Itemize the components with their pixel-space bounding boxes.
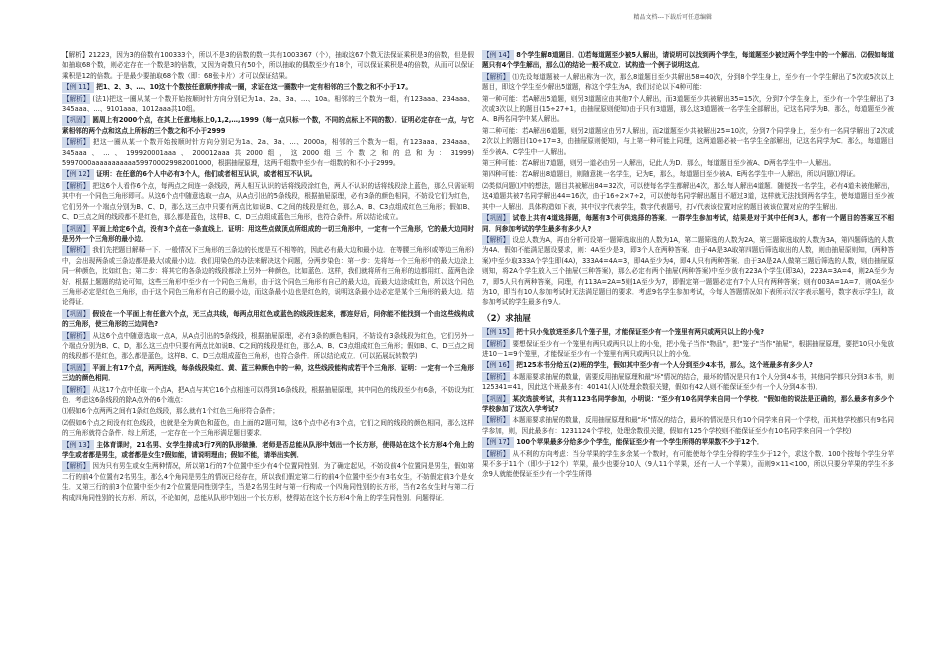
paragraph-tag: 【例 12】 xyxy=(63,170,94,179)
paragraph xyxy=(62,94,474,115)
body-text: 第一种可能：若A解出5道题，则另3道题应由其他7个人解出，而3道题至少共被解出35=15次，分到7个学生身上，至少有一个学生解出了3次或3次以上的题目(15÷27+1，由抽屉原则便知)由于只有3道题，那么这3道题被一名学生全部解出，记这名同学为B．那么，每道题至少被A、B两名同学中某人解出。 xyxy=(482,94,894,124)
paragraph-tag: 【解析】 xyxy=(483,235,510,244)
paragraph xyxy=(482,235,894,308)
paragraph-tag: 【解析】 xyxy=(63,181,90,190)
paragraph xyxy=(62,461,474,503)
paragraph xyxy=(482,169,894,179)
body-text: 因为只有男生或女生两种情况，所以第1行的7个位置中至少有4个位置同性别．为了确定起见，不妨设前4个位置同是男生，假如第二行的前4个位置有2名男生，那么4个角同是男生的情况已经存在，所以我们假定第二行的前4个位置中至少有3名女生，不妨假定前3个是女生．又第三行的前3个位置中至少有2个位置是同性别学生，当是2名男生时与第一行构成一个四角同性别的长方形，当有2名女生时与第二行构成四角同性别的长方形．所以，不论如何，总能从队形中划出一个长方形，使得站在这个长方形4个角上的学生同性别．问题得证． xyxy=(62,462,474,502)
question-text: 主体育课时，21名男、女学生排成3行7列的队形做操．老师是否总能从队形中划出一个长方形，使得站在这个长方形4个角上的学生或者都是男生，或者都是女生?假如能，请说明理由；假如不能，请举出实例． xyxy=(62,440,474,460)
paragraph xyxy=(482,72,894,93)
question-text: 圆周上有2000个点，在其上任意地标上0,1,2,…,1999（每一点只标一个数，不同的点标上不同的数）．证明必定存在一点，与它紧相邻的两个点和这点上所标的三个数之和不小于2999 xyxy=(62,116,474,135)
paragraph-tag: 【巩固】 xyxy=(63,309,90,318)
body-text: 我们先把题目解释一下．一般情况下三角形的三条边的长度是互不相等的，因此必有最大边和最小边．在等腰三角形(或等边三角形)中，会出现两条或三条边都是最大(或最小)边．我们用染色的办法来解决这个问题，分两步染色：第一步：先将每一个三角形中的最大边涂上同一种颜色，比如红色；第二步：将其它的各条边的线段都涂上另外一种颜色，比如蓝色．这样，我们就将所有三角形的边都用红、蓝两色涂好．根据上题题的结论可知，这些三角形中至少有一个同色三角形，由于这个同色三角形有自己的最大边，而最大边涂成红色，所以这个同色三角形必定是红色三角形，由于这个同色三角形有自己的最小边，而这条最小边也是红色的，说明这条最小边必定是某个三角形的最大边．结论得证． xyxy=(62,246,474,307)
question-text: 100个苹果最多分给多少个学生，能保证至少有一个学生所得的苹果数不少于12个． xyxy=(516,438,764,447)
left-column xyxy=(62,50,474,504)
question-text: 平面上有17个点，两两连线，每条线段染红、黄、蓝三种颜色中的一种，这些线段能构成若干个三角形．证明：一定有一个三角形三边的颜色相同． xyxy=(62,363,474,383)
paragraph xyxy=(482,449,894,480)
paragraph xyxy=(482,158,894,168)
section-heading: （2）求抽屉 xyxy=(482,313,531,324)
body-text: 第三种可能：若A解出7道题，则另一道必由另一人解出，记此人为D．那么，每道题目至少被A、D两名学生中一人解出。 xyxy=(482,159,836,168)
paragraph-tag: 【例 14】 xyxy=(483,51,514,59)
right-column xyxy=(482,50,894,481)
paragraph xyxy=(482,213,894,234)
paragraph-tag: 【例 16】 xyxy=(483,361,514,370)
paragraph xyxy=(62,169,474,179)
body-text: ⑴假如6个点两两之间有1条红色线段，那么就有1个红色三角形符合条件； xyxy=(62,407,279,416)
body-text: 把这6个人看作6个点，每两点之间连一条线段，两人相互认识的话将线段涂红色，两人不认识的话将线段涂上蓝色，那么只需证明其中有一个同色三角形即可。从这6个点中随意选取一点A，从A点引出的5条线段，根据抽屉原理，必有3条的颜色相同，不妨设它们为红色，它们另外一个端点分别为B、C、D，那么这三点中只要有两点比如说B、C之间的线段是红色，那么A、B、C3点组成红色三角形；假如B、C、D三点之间的线段都不是红色，那么都是蓝色，这样B、C、D三点组成蓝色三角形，也符合条件。所以结论成立。 xyxy=(62,181,474,222)
question-text: 平面上给定6个点，没有3个点在一条直线上．证明：用这些点做顶点所组成的一切三角形中，一定有一个三角形，它的最大边同时是另外一个三角形的最小边． xyxy=(62,224,474,243)
body-text: (法1)把这一圈从某一个数开始按顺时针方向分别记为1a、2a、3a、…、10a。相邻的三个数为一组，有123aaa、234aaa、345aaa、…、9101aaa、1012aaa共10组。 xyxy=(62,94,474,114)
paragraph-tag: 【例 17】 xyxy=(483,438,514,447)
paragraph-tag: 【解析】 xyxy=(483,339,510,348)
paragraph-tag: 【解析】 xyxy=(63,462,90,471)
body-text: 把这一圈从某一个数开始按顺时针方向分别记为1a、2a、3a、…、2000a，相邻的三个数为一组，有123aaa、234aaa、345aaa、…、199920001aaa、200012aaa共2000组，这2000组三个数之和的总和为：31999) 5997000aaaaaaaaaaa599700029982001000，根据抽屉原理，这两千组数中至少有一组数的和不小于2999。 xyxy=(62,138,474,168)
paragraph xyxy=(482,126,894,157)
paragraph-tag: 【解析】 xyxy=(63,331,90,340)
paragraph xyxy=(482,181,894,212)
paragraph xyxy=(62,245,474,307)
paragraph xyxy=(482,372,894,393)
paragraph xyxy=(62,309,474,330)
body-text: 设总人数为A，再由分析可设第一题筛选取出的人数为1A，第二题筛选的人数为2A，第三题筛选取的人数为3A，第四题筛选的人数为4A．假如不能满足题设要求，则：4A至少是3，即3个人在两种答案．由于4A是3A取第四题后筛选取出的人数，则由抽屉原则知，(两种答案)中至少取333A个学生即(4A)，333A4=4A=3，即4A至少为4，即4人只有两种答案．由于3A是2A人做第三题后筛选的人数，则由抽屉原则知，将2A个学生放入三个抽屉(三种答案)，那么必定有两个抽屉(两种答案)中至少放有223A个学生(即3A)，223A=3A=4，则2A至少为7，即5人只有两种答案，同理，有113A=2A=5则1A至少为7，即假定第一题题必定有7个人只有两种答案；则有003A=1A=7．则0A至少为10，即当有10人参加考试时无法满足题目的要求．考虑9名学生参加考试，今每人答题情况如下表所示(汉字表示题号，数字表示学生)，故参加考试的学生最多有9人． xyxy=(482,235,894,307)
paragraph-tag: 【巩固】 xyxy=(63,363,90,372)
paragraph xyxy=(62,331,474,362)
paragraph xyxy=(62,82,474,92)
paragraph-tag: 【解析】 xyxy=(483,449,510,458)
paragraph xyxy=(482,394,894,415)
paragraph xyxy=(482,50,894,71)
body-text: ⑴先设每道题被一人解出称为一次，那么8道题目至少共解出58=40次，分到8个学生身上，至少有一个学生解出了5次或5次以上题目，即这个学生至少解出5道题，称这个学生为A，我们讨论以下4种可能： xyxy=(482,72,894,92)
paragraph xyxy=(62,115,474,136)
paragraph-tag: 【巩固】 xyxy=(63,116,90,125)
body-text: 【解析】21223，因为3的倍数有100333个，所以不是3的倍数的数一共有1003367（个），抽取这67个数无法保证乘积是3的倍数，但是假如抽取68个数，则必定存在一个数是3的倍数，又因为奇数只有50个，所以抽取的偶数至少有18个，可以保证乘积是4的倍数，从而可以保证乘积是12的倍数。于是最少要抽取68个数（即：68张卡片）才可以保证结果。 xyxy=(62,51,474,80)
question-text: 把125本书分给五(2)班的学生，假如其中至少有一个人分到至少4本书，那么，这个班最多有多少人? xyxy=(516,361,813,370)
paragraph xyxy=(62,440,474,461)
body-text: 从这17个点中任取一个点A，把A点与其它16个点相连可以得到16条线段，根据抽屉原理，其中同色的线段至少有6条，不妨设为红色．考虑这6条线段的除A点外的6个端点： xyxy=(62,385,474,404)
paragraph xyxy=(62,50,474,81)
paragraph xyxy=(482,360,894,370)
body-text: 从不利的方向考虑：当分苹果的学生多余某一个数时，有可能使每个学生分得的学生少于12个，求这个数．100个按每个学生分苹果不多于11个（即少于12个）苹果，最少也要分10人（9人11个苹果，还有一人一个苹果），而则9×11<100，所以只要分苹果的学生不多余9人就能使保证至少有一个学生所得 xyxy=(482,449,894,479)
body-text: 从这6个点中随意选取一点A，从A点引出的5条线段，根据抽屉原理，必有3条的颜色相同，不妨设有3条线段为红色，它们另外一个端点分别为B、C、D，那么这三点中只要有两点比如说B、C之间的线段是红色，那么A、B、C3点组成红色三角形；假如B、C、D三点之间的线段都不是红色，那么都是蓝色，这样B、C、D三点组成蓝色三角形，也符合条件．所以结论成立．(可以拓展玩转数学) xyxy=(62,331,474,361)
body-text: 第四种可能：若A解出8道题目，则随意挑一名学生，记为E，那么，每道题目至少被A、E两名学生中一人解出，所以问题⑴得证。 xyxy=(482,170,860,179)
paragraph xyxy=(482,94,894,125)
paragraph xyxy=(62,363,474,384)
paragraph-tag: 【解析】 xyxy=(63,385,90,394)
question-text: 把1、2、3、…、10这十个数按任意顺序排成一圈，求证在这一圈数中一定有相邻的三个数之和不小于17。 xyxy=(96,83,412,92)
question-text: 假设在一个平面上有任意六个点，无三点共线，每两点用红色或蓝色的线段连起来，都连好后，问你能不能找到一个由这些线构成的三角形，使三角形的三边同色? xyxy=(62,309,474,329)
paragraph-tag: 【解析】 xyxy=(63,138,90,147)
paragraph-tag: 【解析】 xyxy=(483,72,510,81)
paragraph-tag: 【例 15】 xyxy=(483,328,514,337)
paragraph-tag: 【巩固】 xyxy=(483,214,510,223)
question-text: 某次选拔考试，共有1123名同学参加，小明说："至少有10名同学来自同一个学校．"假如他的说法是正确的，那么最多有多少个学校参加了这次入学考试? xyxy=(482,394,894,413)
paragraph-tag: 【例 11】 xyxy=(63,83,94,92)
paragraph xyxy=(62,181,474,223)
paragraph xyxy=(62,385,474,406)
body-text: 本题需要求抽屉的数量，需要反用抽屉原理和最"坏"情况的结合，最坏的情况是只有1个人分到4本书，其他同学都只分到3本书，则125341=41，因此这个班最多有：40141(人)(处理余数很关键，假如有42人则不能保证至少有一个人分到4本书)． xyxy=(482,372,894,392)
paragraph-tag: 【巩固】 xyxy=(483,394,510,403)
question-text: 8个学生解8道题目．⑴若每道题至少被5人解出，请说明可以找到两个学生，每道题至少被过两个学生中的一个解出．⑵假如每道题只有4个学生解出，那么⑴的结论一般不成立．试构造一个例子说明这点． xyxy=(482,51,894,70)
paragraph xyxy=(62,224,474,245)
paragraph xyxy=(482,339,894,360)
body-text: ⑵类似问题⑴中的想法，题目共被解出84=32次，可以使每名学生都解出4次，那么每人解出4道题．随便找一名学生，必有4道未被他解出，这4道题共被7名同学解出44=16次，由于16÷2×7÷2，可以使每名同学解出题目不超过3道，这样就无法找到两名学生，使每道题目至少被其中一人解出．具体构造如下表，其中汉字代表学生，数字代表题号，打√代表该位置对应的题目被该位置对应的学生解出． xyxy=(482,181,894,211)
paragraph-tag: 【解析】 xyxy=(63,246,90,255)
paragraph xyxy=(482,437,894,447)
question-text: 试卷上共有4道选择题，每题有3个可供选择的答案．一群学生参加考试，结果是对于其中任何3人，都有一个题目的答案互不相同．问参加考试的学生最多有多少人? xyxy=(482,214,894,233)
paragraph xyxy=(62,137,474,168)
paragraph-tag: 【解析】 xyxy=(63,94,90,103)
body-text: 第二种可能：若A解出6道题，则另2道题应由另7人解出，而2道题至少共被解出25=10次，分到7个同学身上，至少有一名同学解出了2次或2次以上的题目(10÷17=3，由抽屉原则便知)，与上第一种可能上同理，这两道题必被一名学生全部解出，记这名同学为C．那么，每道题目至少被A、C学生中一人解出。 xyxy=(482,126,894,156)
question-text: 证明：在任意的6个人中必有3个人，他们或者相互认识，或者相互不认识。 xyxy=(96,170,317,179)
paragraph xyxy=(62,406,474,416)
body-text: 本题需要求抽屉的数量，反用抽屉原理和最"坏"情况的结合，最坏的情况是只有10个同学来自同一个学校，而其他学校都只有9名同学参加，则，因此最多有：1231124个学校，处理余数很关键，假如有125个学校则不能保证至少有10名同学来自同一个学校) xyxy=(482,416,894,435)
paragraph-tag: 【解析】 xyxy=(483,416,510,425)
body-text: ⑵假如6个点之间没有红色线段，也就是全为黄色和蓝色，由上面的2题可知，这6个点中必有3个点，它们之间的线段的颜色相同，那么这样的三角形就符合条件．综上所述，一定存在一个三角形满足题目要求． xyxy=(62,418,474,438)
paragraph-tag: 【巩固】 xyxy=(63,224,90,233)
page-header: 精品文档---下载后可任意编辑 xyxy=(633,14,712,21)
body-text: 要想保证至少有一个笼里有两只或两只以上的小兔，把小兔子当作"物品"，把"笼子"当作"抽屉"，根据抽屉原理，要把10只小兔放进10－1=9个笼里，才能保证至少有一个笼里有两只或两只以上的小兔． xyxy=(482,339,894,358)
paragraph xyxy=(482,327,894,337)
paragraph-tag: 【例 13】 xyxy=(63,440,94,449)
paragraph xyxy=(482,415,894,436)
paragraph-tag: 【解析】 xyxy=(483,372,510,381)
question-text: 把十只小兔放进至多几个笼子里，才能保证至少有一个笼里有两只或两只以上的小兔? xyxy=(516,328,765,337)
paragraph xyxy=(62,418,474,439)
